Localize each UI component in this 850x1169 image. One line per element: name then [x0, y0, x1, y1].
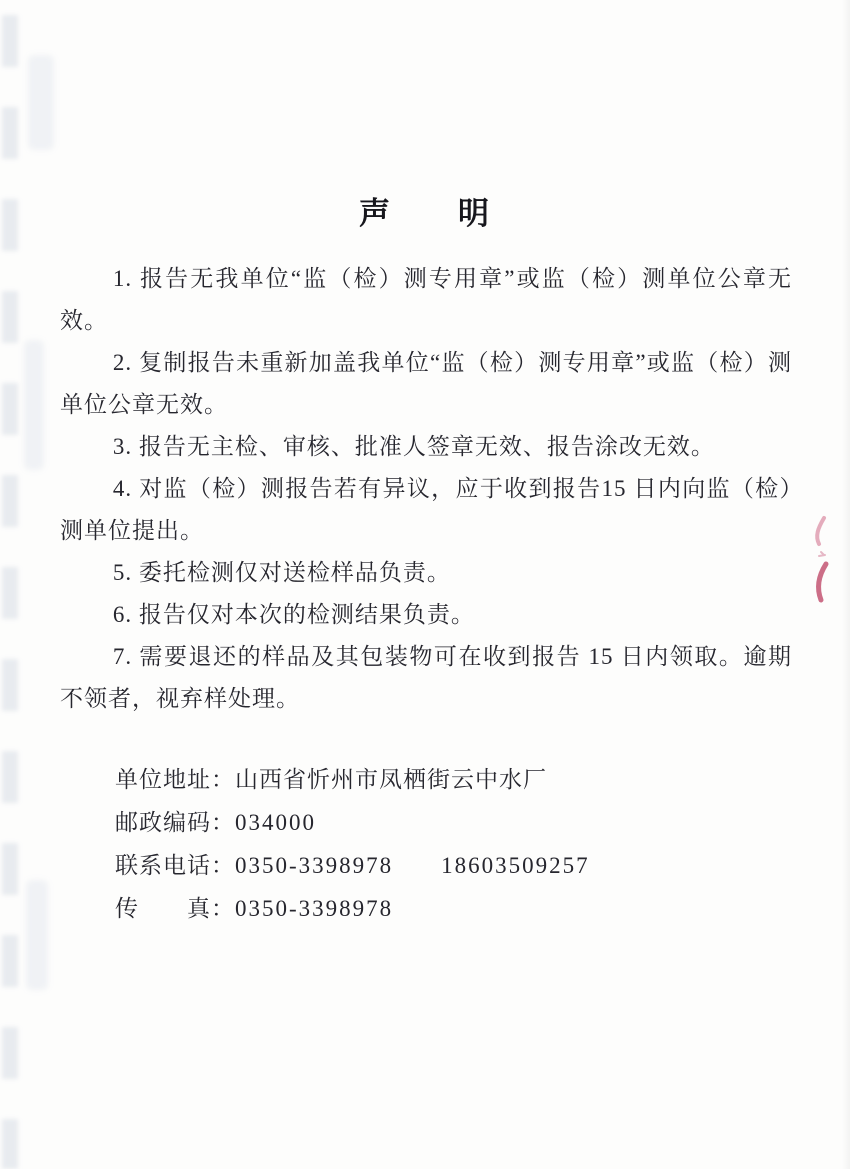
contact-postcode-line	[115, 801, 792, 844]
postcode-value: 034000	[235, 810, 316, 835]
contact-fax-line	[115, 887, 792, 930]
statement-item-5: 5. 委托检测仅对送检样品负责。	[112, 560, 451, 585]
statement-item-2: 2. 复制报告未重新加盖我单位“监（检）测专用章”或监（检）测单位公章无效。	[60, 350, 792, 417]
statement-item-7: 7. 需要退还的样品及其包装物可在收到报告 15 日内领取。逾期不领者，视弃样处理。	[60, 644, 792, 711]
contact-phone-line	[115, 844, 792, 887]
scan-streak	[24, 340, 44, 470]
statement-body	[60, 258, 792, 720]
contact-address-line	[115, 758, 792, 801]
address-label: 单位地址：	[115, 767, 235, 792]
red-stamp-fragment	[808, 512, 834, 612]
statement-item-6: 6. 报告仅对本次的检测结果负责。	[112, 602, 475, 627]
address-value: 山西省忻州市凤栖街云中水厂	[235, 767, 547, 792]
phone-value-1: 0350-3398978	[235, 853, 394, 878]
phone-value-2: 18603509257	[441, 853, 590, 878]
scan-streak	[26, 880, 48, 990]
fax-value: 0350-3398978	[235, 896, 394, 921]
contact-block	[115, 758, 792, 930]
scan-edge-shade	[842, 0, 850, 1169]
statement-item-4: 4. 对监（检）测报告若有异议，应于收到报告15 日内向监（检）测单位提出。	[60, 476, 792, 543]
phone-label: 联系电话：	[115, 853, 235, 878]
fax-label: 传 真：	[115, 896, 235, 921]
scan-edge-smudges	[2, 15, 18, 1169]
page-title: 声 明	[359, 196, 491, 231]
postcode-label: 邮政编码：	[115, 810, 235, 835]
statement-item-1: 1. 报告无我单位“监（检）测专用章”或监（检）测单位公章无效。	[60, 266, 792, 333]
statement-item-3: 3. 报告无主检、审核、批准人签章无效、报告涂改无效。	[112, 434, 715, 459]
scan-streak	[28, 55, 54, 150]
